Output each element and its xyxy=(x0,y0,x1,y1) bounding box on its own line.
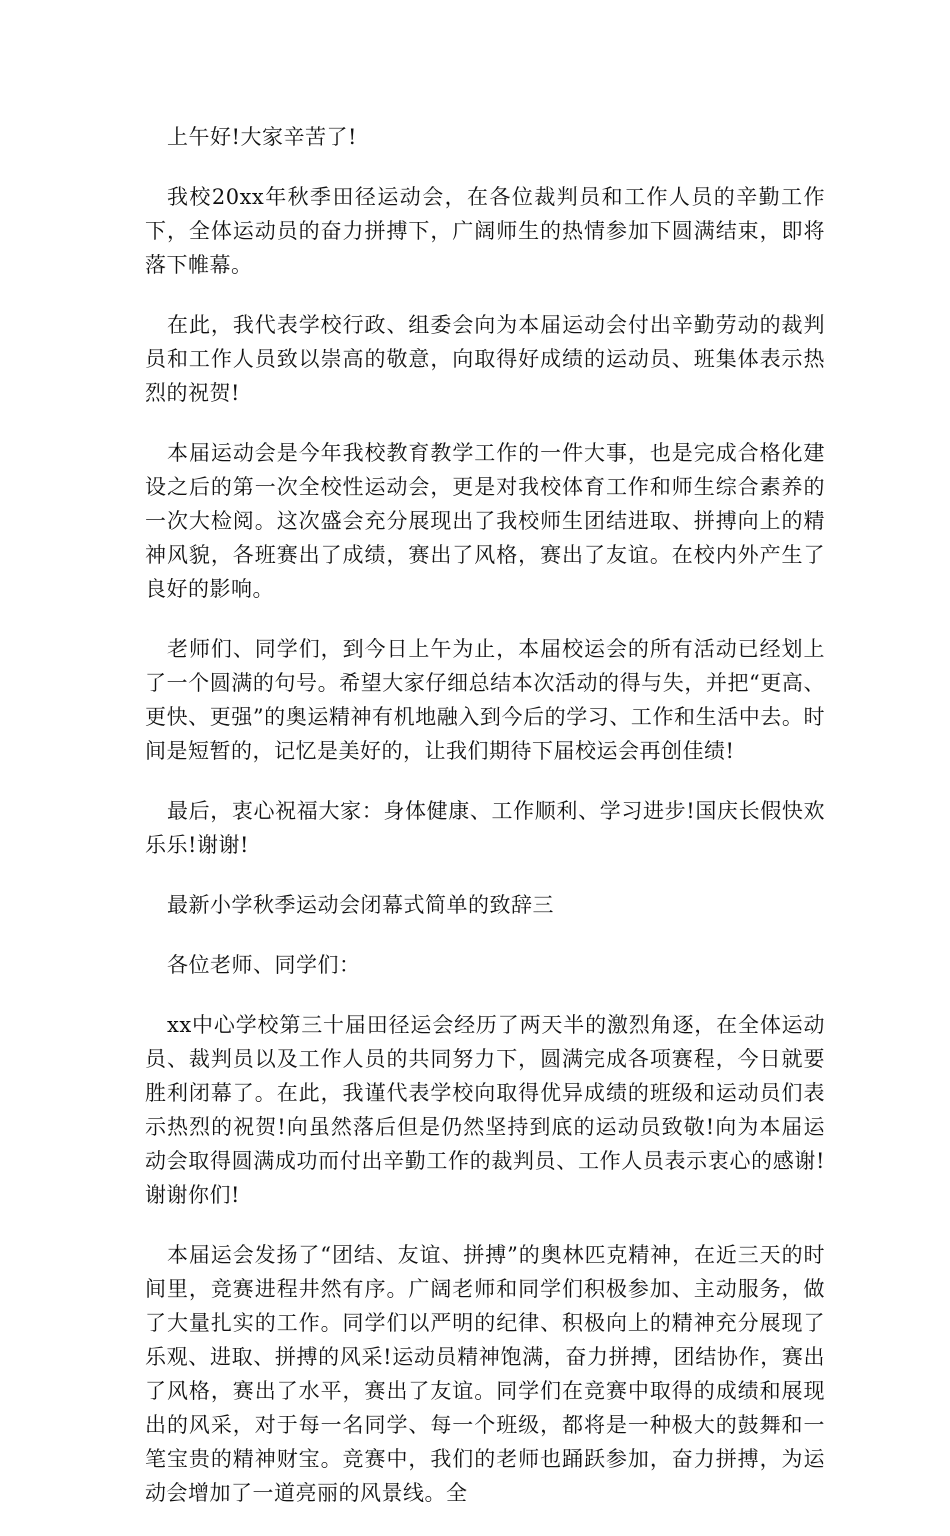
paragraph: 我校20xx年秋季田径运动会，在各位裁判员和工作人员的辛勤工作下，全体运动员的奋力拼搏下，广阔师生的热情参加下圆满结束，即将落下帷幕。 xyxy=(145,185,825,277)
paragraph: 本届运会发扬了“团结、友谊、拼搏”的奥林匹克精神，在近三天的时间里，竞赛进程井然有序。广阔老师和同学们积极参加、主动服务，做了大量扎实的工作。同学们以严明的纪律、积极向上的精神充分展现了乐观、进取、拼搏的风采!运动员精神饱满，奋力拼搏，团结协作，赛出了风格，赛出了水平，赛出了友谊。同学们在竞赛中取得的成绩和展现出的风采，对于每一名同学、每一个班级，都将是一种极大的鼓舞和一笔宝贵的精神财宝。竞赛中，我们的老师也踊跃参加，奋力拼搏，为运动会增加了一道亮丽的风景线。全 xyxy=(145,1243,825,1505)
paragraph: 在此，我代表学校行政、组委会向为本届运动会付出辛勤劳动的裁判员和工作人员致以崇高的敬意，向取得好成绩的运动员、班集体表示热烈的祝贺! xyxy=(145,313,825,405)
paragraph: 老师们、同学们，到今日上午为止，本届校运会的所有活动已经划上了一个圆满的句号。希望大家仔细总结本次活动的得与失，并把“更高、更快、更强”的奥运精神有机地融入到今后的学习、工作和生活中去。时间是短暂的，记忆是美好的，让我们期待下届校运会再创佳绩! xyxy=(145,637,825,763)
closing-paragraph: 最后，衷心祝福大家：身体健康、工作顺利、学习进步!国庆长假快欢乐乐!谢谢! xyxy=(145,799,825,857)
salutation-paragraph: 各位老师、同学们： xyxy=(167,953,361,977)
document-body xyxy=(145,120,825,1536)
paragraph: xx中心学校第三十届田径运会经历了两天半的激烈角逐，在全体运动员、裁判员以及工作人员的共同努力下，圆满完成各项赛程，今日就要胜利闭幕了。在此，我谨代表学校向取得优异成绩的班级和运动员们表示热烈的祝贺!向虽然落后但是仍然坚持到底的运动员致敬!向为本届运动会取得圆满成功而付出辛勤工作的裁判员、工作人员表示衷心的感谢!谢谢你们! xyxy=(145,1013,825,1207)
section-heading: 最新小学秋季运动会闭幕式简单的致辞三 xyxy=(167,893,554,917)
paragraph: 本届运动会是今年我校教育教学工作的一件大事，也是完成合格化建设之后的第一次全校性运动会，更是对我校体育工作和师生综合素养的一次大检阅。这次盛会充分展现出了我校师生团结进取、拼搏向上的精神风貌，各班赛出了成绩，赛出了风格，赛出了友谊。在校内外产生了良好的影响。 xyxy=(145,441,825,601)
greeting-paragraph: 上午好!大家辛苦了! xyxy=(167,125,357,149)
